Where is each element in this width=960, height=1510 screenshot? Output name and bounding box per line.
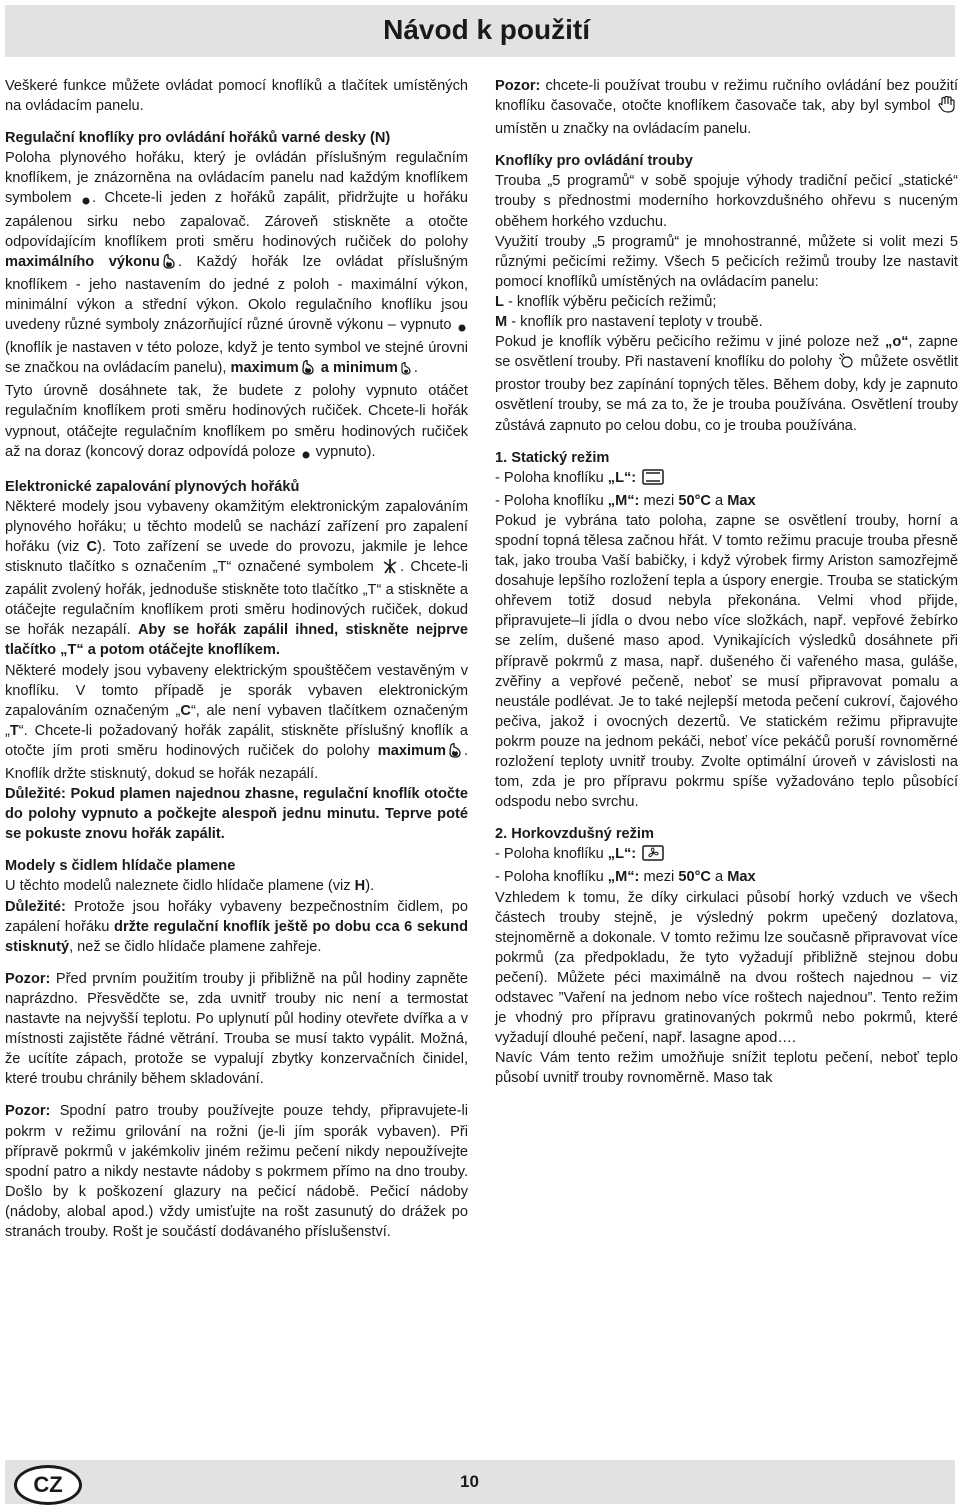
hob-knobs-paragraph: Poloha plynového hořáku, který je ovládán příslušným regulačním knoflíkem, je znázorněna na ovládacím panelu nad každým knoflíkem symbolem . Chcete-li jeden z hořáků zapálit, přidržujte u hořáku zapálenou sirku nebo zapalovač. Zároveň stiskněte a otočte odpovídajícím knoflíkem proti směru hodinových ručiček do polohy maximálního výkonu . Každý hořák lze ovládat příslušným knoflíkem - jeho nastavením do jedné z poloh - maximální výkon, minimální výkon a střední výkon. Okolo regulačního knoflíku jsou uvedeny různé symboly znázorňující různé úrovně výkonu – vypnuto (knoflík je nastaven v této poloze, když je tento symbol ve stejné úrovni se značkou na ovládacím panelu), maximum a minimum .	[5, 148, 468, 381]
ignition-knob-paragraph: Některé modely jsou vybaveny elektrickým spouštěčem vestavěným v knoflíku. V tomto případě je sporák vybaven elektronickým zapalováním označeným „C“, ale není vybaven tlačítkem označeným „T“. Chcete-li požadovaný hořák zapálit, stiskněte příslušný knoflík a otočte jím proti směru hodinových ručiček do polohy maximum . Knoflík držte stisknutý, dokud se hořák nezapálí.	[5, 662, 468, 782]
oven-light-paragraph: Pokud je knoflík výběru pečicího režimu v jiné poloze než „o“, zapne se osvětlení trouby. Při nastavení knoflíku do polohy můžete osvětlit prostor trouby bez zapínání topných těles. Během doby, kdy je zapnuto osvětlení trouby, se má za to, že je trouba používána. Osvětlení trouby zůstává zapnuto po celou dobu, co je trouba používána.	[495, 334, 959, 434]
footer-bar	[5, 1460, 955, 1504]
language-badge: CZ	[14, 1465, 82, 1505]
important-flame-paragraph: Důležité: Pokud plamen najednou zhasne, regulační knoflík otočte do polohy vypnuto a počkejte alespoň jednu minutu. Teprve poté se pokuste znovu hořák zapálit.	[5, 786, 468, 843]
page-number: 10	[460, 1472, 479, 1491]
fan-continued-paragraph: Navíc Vám tento režim umožňuje snížit teplotu pečení, neboť teplo působí uvnitř trouby rovnoměrně. Maso tak	[495, 1050, 958, 1087]
min-flame-icon	[400, 361, 412, 381]
dot-icon	[458, 318, 466, 338]
spark-icon	[382, 558, 398, 580]
first-use-paragraph: Pozor: Před prvním použitím trouby ji přibližně na půl hodiny zapněte naprázdno. Přesvědčte se, zda uvnitř trouby nic není a termostat nastavte na nejvyšší teplotu. Po uplynutí půl hodiny otevřete dvířka a v místnosti zajistěte řádné větrání. Trouba se musí takto vypálit. Možná, že ucítíte zápach, protože se vypalují zbytky konzervačních činidel, které troubu chránily během skladování.	[5, 970, 468, 1088]
bottom-shelf-paragraph: Pozor: Spodní patro trouby používejte pouze tehdy, připravujete-li pokrm v režimu grilování na rožni (je-li jím sporák vybaven). Při přípravě pokrmů v jakémkoliv jiném režimu pečení nikdy nepoužívejte spodní patro a nikdy nestavte nádoby s pokrmem přímo na dno trouby. Došlo by k poškození glazury na pečicí nádobě. Pečicí nádoby (nádoby, alobal apod.) vždy umisťujte na rošt zasunutý do drážek po stranách trouby. Rošt je součástí dodávaného příslušenství.	[5, 1103, 468, 1240]
section-heading-ignition: Elektronické zapalování plynových hořáků	[5, 478, 300, 495]
hand-icon	[938, 96, 956, 119]
section-heading-static: 1. Statický režim	[495, 449, 610, 466]
static-mode-icon	[642, 469, 664, 491]
static-description-paragraph: Pokud je vybrána tato poloha, zapne se osvětlení trouby, horní a spodní topná tělesa začnou hřát. V tomto režimu pracuje trouba přesně tak, jako trouba Vaší babičky, i když výrobek firmy Ariston samozřejmě dosahuje lepšího rozložení tepla a úspory energie. Trouba se statickým ohřevem totiž dosud nebyla překonána. Velmi vhod přijde, připravujete–li jídla o dvou nebo více složkách, např. vepřové žebírko se zelím, dušené maso apod. Vynikajících výsledků dosáhnete při přípravě pokrmů z masa, např. dušeného či vařeného masa, guláše, zvěřiny a vepřové pečeně, neboť se musí připravovat pomalu a neustále podlévat. Je to také nejlepší metoda pečení cukroví, čajového pečiva, jakož i ovocných dezertů. Ve statickém režimu připravujte pokrm pouze na jednom pekáči, neboť více pekáčů poruší rovnoměrné rozložení teploty uvnitř trouby. Zvolte optimální úroveň v závislosti na tom, zda je pro přípravu pokrmu spíše vyžadováno teplo působící odspodu nebo svrchu.	[495, 512, 958, 811]
fan-setting-m: - Poloha knoflíku „M“: mezi 50°C a Max	[495, 869, 756, 886]
hob-knobs-off-paragraph: Tyto úrovně dosáhnete tak, že budete z polohy vypnuto otáčet regulačním knoflíkem proti směru hodinových ručiček. Chcete-li hořák vypnout, otáčejte regulačním knoflíkem po směru hodinových ručiček až na doraz (koncový doraz odpovídá poloze vypnuto).	[5, 381, 468, 464]
dot-icon	[302, 445, 310, 465]
fan-description-paragraph: Vzhledem k tomu, že díky cirkulaci působí horký vzduch ve všech částech trouby stejně, je výsledný pokrm upečený dozlatova, stejnoměrně a dokonale. V tomto režimu lze současně připravovat více pokrmů (za předpokladu, že tyto vyžadují přibližně stejnou dobu pečení). Můžete péci maximálně na dvou roštech najednou – viz odstavec ”Vaření na jednom nebo více roštech najednou”. Tento režim je vhodný pro přípravu gratinovaných pokrmů nebo pokrmů, které vyžadují dlouhé pečení, např. lasagne apod….	[495, 889, 958, 1047]
oven-programs-paragraph: Využití trouby „5 programů“ je mnohostranné, můžete si volit mezi 5 různými pečicími režimy. Všech 5 pečicích režimů trouby lze nastavit pomocí knoflíků umístěných na ovládacím panelu: L - knoflík výběru pečicích režimů; M - knoflík pro nastavení teploty v troubě.	[495, 233, 958, 331]
fan-mode-icon	[642, 845, 664, 867]
max-flame-icon	[162, 254, 176, 275]
sensor-important-paragraph: Důležité: Protože jsou hořáky vybaveny bezpečnostním čidlem, po zapálení hořáku držte regulační knoflík ještě po dobu cca 6 sekund stisknutý, než se čidlo hlídače plamene zahřeje.	[5, 898, 468, 955]
sensor-paragraph: U těchto modelů naleznete čidlo hlídače plamene (viz H).	[5, 878, 375, 895]
intro-paragraph: Veškeré funkce můžete ovládat pomocí knoflíků a tlačítek umístěných na ovládacím panelu.	[5, 78, 468, 115]
section-heading-sensor: Modely s čidlem hlídače plamene	[5, 858, 236, 875]
max-flame-icon	[448, 743, 462, 764]
page-title: Návod k použití	[383, 14, 590, 45]
section-heading-hob-knobs: Regulační knoflíky pro ovládání hořáků varné desky (N)	[5, 130, 391, 147]
oven-intro-paragraph: Trouba „5 programů“ v sobě spojuje výhody tradiční pečicí „statické“ trouby s přednostmi moderního horkovzdušného ohřevu s nuceným oběhem horkého vzduchu.	[495, 173, 958, 230]
ignition-paragraph: Některé modely jsou vybaveny okamžitým elektronickým zapalováním plynového hořáku; u těchto modelů se nachází zařízení pro zapalení hořáku (viz C). Toto zařízení se uvede do provozu, jakmile je lehce stisknuto tlačítko s označením „T“ označené symbolem . Chcete-li zapálit zvolený hořák, jednoduše stiskněte toto tlačítko „T“ a stiskněte a otáčejte regulačním knoflíkem proti směru hodinových ručiček, dokud se hořák nezapálí. Aby se hořák zapálil ihned, stiskněte nejprve tlačítko „T“ a potom otáčejte knoflíkem.	[5, 498, 469, 659]
left-column	[5, 76, 468, 1254]
static-setting-m: - Poloha knoflíku „M“: mezi 50°C a Max	[495, 492, 756, 509]
section-heading-fan: 2. Horkovzdušný režim	[495, 826, 654, 843]
section-heading-oven-knobs: Knoflíky pro ovládání trouby	[495, 153, 693, 170]
dot-icon	[82, 191, 90, 211]
right-column	[495, 76, 958, 1101]
fan-setting-l: - Poloha knoflíku „L“:	[495, 844, 958, 867]
static-setting-l: - Poloha knoflíku „L“:	[495, 468, 958, 491]
lamp-icon	[838, 353, 854, 375]
max-flame-icon	[301, 360, 315, 381]
timer-note-paragraph: Pozor: chcete-li používat troubu v režimu ručního ovládání bez použití knoflíku časovače, otočte knoflíkem časovače tak, aby byl symbol umístěn u značky na ovládacím panelu.	[495, 78, 958, 138]
